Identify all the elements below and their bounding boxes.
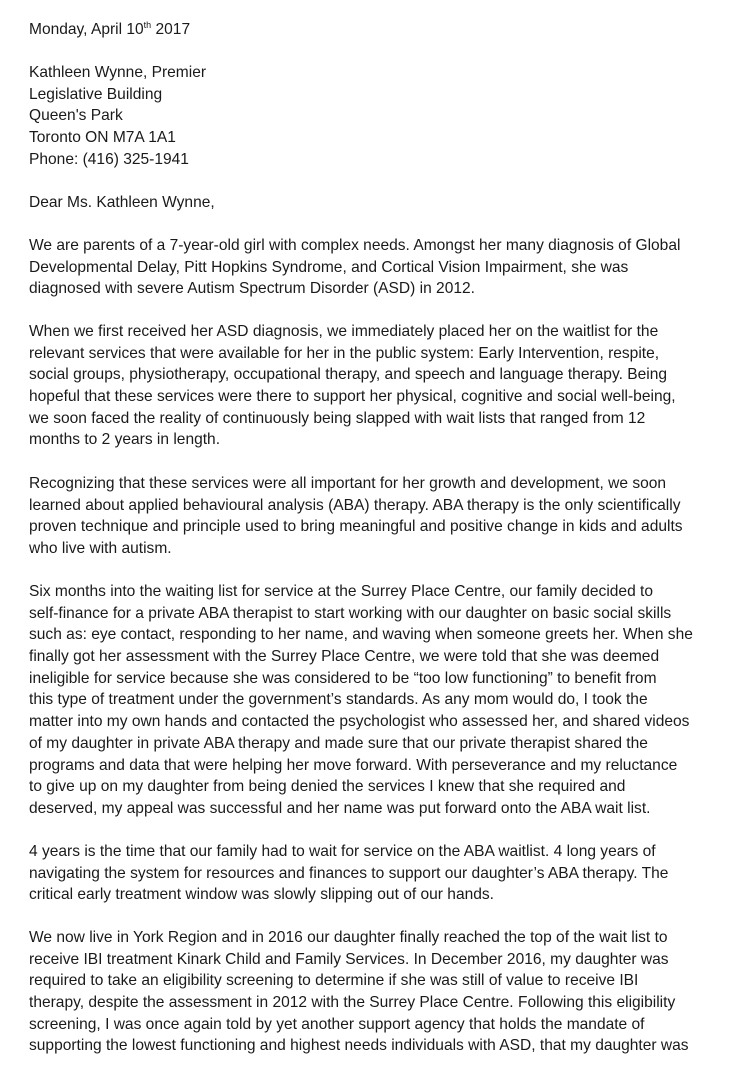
date-year: 2017 [151,21,191,38]
paragraph-2 [29,321,745,451]
paragraph-line: Recognizing that these services were all important for her growth and development, we soon [29,475,667,492]
paragraph-line: Developmental Delay, Pitt Hopkins Syndrome, and Cortical Vision Impairment, she was [29,258,629,276]
date-text: Monday, April 10 [29,21,144,38]
address-line: Legislative Building [29,85,163,103]
paragraph-line: Six months into the waiting list for service at the Surrey Place Centre, our family decided to [29,583,654,600]
paragraph-line: self-finance for a private ABA therapist to start working with our daughter on basic social skills [29,604,672,622]
paragraph-line: such as: eye contact, responding to her name, and waving when someone greets her. When she [29,626,693,644]
paragraph-line: We now live in York Region and in 2016 our daughter finally reached the top of the wait list to [29,929,668,946]
paragraph-line: receive IBI treatment Kinark Child and Family Services. In December 2016, my daughter was [29,950,669,968]
paragraph-3 [29,473,745,560]
paragraph-line: learned about applied behavioural analysis (ABA) therapy. ABA therapy is the only scientifically [29,496,681,514]
paragraph-line: this type of treatment under the government’s standards. As any mom would do, I took the [29,691,648,709]
paragraph-line: finally got her assessment with the Surrey Place Centre, we were told that she was deemed [29,648,660,666]
paragraph-line: therapy, despite the assessment in 2012 with the Surrey Place Centre. Following this eligibility [29,994,676,1012]
paragraph-line: navigating the system for resources and finances to support our daughter’s ABA therapy. The [29,864,669,882]
paragraph-line: of my daughter in private ABA therapy and made sure that our private therapist shared the [29,734,648,752]
paragraph-line: months to 2 years in length. [29,431,221,449]
address-line: Kathleen Wynne, Premier [29,64,207,81]
address-line: Queen's Park [29,107,123,125]
paragraph-line: who live with autism. [29,540,172,558]
paragraph-line: diagnosed with severe Autism Spectrum Disorder (ASD) in 2012. [29,280,475,298]
paragraph-line: relevant services that were available for her in the public system: Early Intervention, respite, [29,344,660,362]
paragraph-1 [29,235,745,300]
paragraph-line: we soon faced the reality of continuously being slapped with wait lists that ranged from 12 [29,409,646,427]
paragraph-line: required to take an eligibility screening to determine if she was still of value to receive IBI [29,972,639,990]
address-line: Phone: (416) 325-1941 [29,150,189,168]
letter-date [29,19,745,41]
paragraph-5 [29,841,745,906]
paragraph-line: matter into my own hands and contacted the psychologist who assessed her, and shared videos [29,713,690,731]
salutation-text: Dear Ms. Kathleen Wynne, [29,194,215,211]
paragraph-line: hopeful that these services were there to support her physical, cognitive and social well-being, [29,388,676,406]
paragraph-line: We are parents of a 7-year-old girl with complex needs. Amongst her many diagnosis of Global [29,237,681,254]
paragraph-line: programs and data that were helping her move forward. With perseverance and my reluctance [29,756,678,774]
address-line: Toronto ON M7A 1A1 [29,129,176,147]
recipient-address [29,62,745,170]
paragraph-line: 4 years is the time that our family had to wait for service on the ABA waitlist. 4 long years of [29,843,656,860]
paragraph-line: screening, I was once again told by yet another support agency that holds the mandate of [29,1015,645,1033]
salutation [29,192,745,214]
paragraph-line: proven technique and principle used to bring meaningful and positive change in kids and adults [29,518,683,536]
paragraph-line: deserved, my appeal was successful and her name was put forward onto the ABA wait list. [29,799,651,817]
paragraph-line: When we first received her ASD diagnosis, we immediately placed her on the waitlist for the [29,323,659,340]
paragraph-line: to give up on my daughter from being denied the services I knew that she required and [29,778,626,796]
paragraph-line: ineligible for service because she was considered to be “too low functioning” to benefit from [29,669,657,687]
paragraph-4 [29,581,745,820]
paragraph-line: social groups, physiotherapy, occupational therapy, and speech and language therapy. Being [29,366,667,384]
paragraph-6 [29,927,745,1057]
paragraph-line: supporting the lowest functioning and highest needs individuals with ASD, that my daughter was [29,1037,689,1055]
date-ordinal-suffix: th [143,19,152,30]
paragraph-line: critical early treatment window was slowly slipping out of our hands. [29,886,494,904]
